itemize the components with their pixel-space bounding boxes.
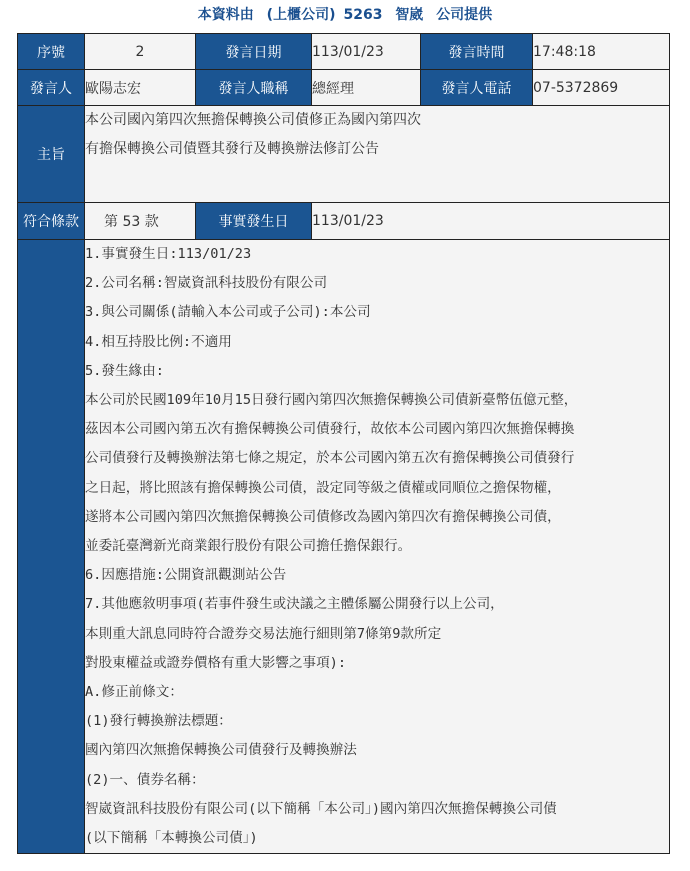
company-short-name: 智崴 <box>395 7 424 23</box>
description-line: 3.與公司關係(請輸入本公司或子公司):本公司 <box>85 304 371 321</box>
description-value <box>85 240 670 854</box>
table-row-speaker <box>18 70 670 106</box>
description-line: (2)一、債券名稱： <box>85 771 205 788</box>
fact-date-value: 113/01/23 <box>312 203 670 240</box>
speaker-phone-value: 07-5372869 <box>533 70 670 106</box>
subject-label: 主旨 <box>18 106 85 203</box>
table-row-seq-date-time <box>18 34 670 70</box>
description-line: 7.其他應敘明事項(若事件發生或決議之主體係屬公開發行以上公司， <box>85 596 504 613</box>
description-line: 1.事實發生日:113/01/23 <box>85 246 252 262</box>
description-line: 本則重大訊息同時符合證券交易法施行細則第7條第9款所定 <box>85 625 442 642</box>
market-type: (上櫃公司) <box>266 7 336 23</box>
speaker-title-label: 發言人職稱 <box>196 70 312 106</box>
speaker-label: 發言人 <box>18 70 85 106</box>
description-line: 4.相互持股比例:不適用 <box>85 333 232 350</box>
provider-prefix: 本資料由 <box>197 7 254 23</box>
description-line: 5.發生緣由: <box>85 362 164 379</box>
description-label <box>18 240 85 854</box>
description-line: 公司債發行及轉換辦法第七條之規定，於本公司國內第五次有擔保轉換公司債發行 <box>85 450 575 467</box>
description-line: 2.公司名稱:智崴資訊科技股份有限公司 <box>85 275 328 292</box>
subject-line: 有擔保轉換公司債暨其發行及轉換辦法修訂公告 <box>85 141 379 157</box>
subject-value <box>85 106 670 203</box>
description-line: 智崴資訊科技股份有限公司(以下簡稱「本公司」)國內第四次無擔保轉換公司債 <box>85 800 557 817</box>
date-label: 發言日期 <box>196 34 312 70</box>
description-line: 並委託臺灣新光商業銀行股份有限公司擔任擔保銀行。 <box>85 538 412 555</box>
description-line: 茲因本公司國內第五次有擔保轉換公司債發行，故依本公司國內第四次無擔保轉換 <box>85 421 575 438</box>
subject-line: 本公司國內第四次無擔保轉換公司債修正為國內第四次 <box>85 112 421 128</box>
table-row-description <box>18 240 670 854</box>
speaker-title-value: 總經理 <box>312 70 421 106</box>
description-line: 6.因應措施:公開資訊觀測站公告 <box>85 567 287 584</box>
description-line: 國內第四次無擔保轉換公司債發行及轉換辦法 <box>85 742 357 759</box>
speaker-value: 歐陽志宏 <box>85 70 196 106</box>
clause-value: 第 53 款 <box>85 203 196 240</box>
announcement-table <box>17 33 670 854</box>
fact-date-label: 事實發生日 <box>196 203 312 240</box>
description-line: 之日起，將比照該有擔保轉換公司債，設定同等級之債權或同順位之擔保物權， <box>85 479 561 496</box>
description-line: (1)發行轉換辦法標題： <box>85 713 232 730</box>
stock-code: 5263 <box>343 7 383 23</box>
seq-value: 2 <box>85 34 196 70</box>
speaker-phone-label: 發言人電話 <box>421 70 533 106</box>
description-line: 本公司於民國109年10月15日發行國內第四次無擔保轉換公司債新臺幣伍億元整， <box>85 392 578 409</box>
data-provider-header <box>0 5 690 25</box>
description-line: 對股東權益或證券價格有重大影響之事項): <box>85 654 347 671</box>
description-line: A.修正前條文： <box>85 684 183 701</box>
description-text <box>85 240 669 853</box>
time-label: 發言時間 <box>421 34 533 70</box>
clause-label: 符合條款 <box>18 203 85 240</box>
provider-suffix: 公司提供 <box>436 7 493 23</box>
table-row-subject <box>18 106 670 203</box>
seq-label: 序號 <box>18 34 85 70</box>
time-value: 17:48:18 <box>533 34 670 70</box>
date-value: 113/01/23 <box>312 34 421 70</box>
table-row-clause <box>18 203 670 240</box>
description-line: (以下簡稱「本轉換公司債」) <box>85 830 258 847</box>
description-line: 遂將本公司國內第四次無擔保轉換公司債修改為國內第四次有擔保轉換公司債， <box>85 508 561 525</box>
